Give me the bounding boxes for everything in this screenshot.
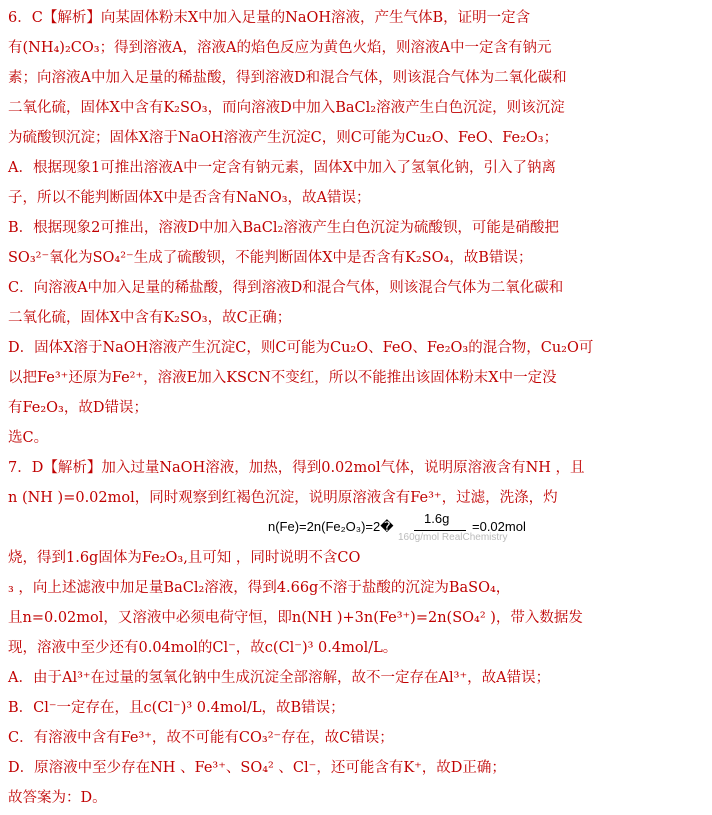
text-line: 为硫酸钡沉淀；固体X溶于NaOH溶液产生沉淀C，则C可能为Cu₂O、FeO、Fe₂O₃； — [8, 130, 559, 146]
text-line: 故答案为：D。 — [8, 790, 107, 806]
text-line: 且n=0.02mol，又溶液中必须电荷守恒，即n(NH )+3n(Fe³⁺)=2n(SO₄² )，带入数据发 — [8, 610, 583, 626]
text-line: C．向溶液A中加入足量的稀盐酸，得到溶液D和混合气体，则该混合气体为二氧化碳和 — [8, 280, 564, 296]
formula-watermark: 160g/mol RealChemistry — [398, 532, 508, 543]
text-line: 烧，得到1.6g固体为Fe₂O₃,且可知 ，同时说明不含CO — [8, 550, 361, 566]
text-line: 二氧化硫，固体X中含有K₂SO₃，而向溶液D中加入BaCl₂溶液产生白色沉淀，则该沉淀 — [8, 100, 565, 116]
text-line: 6．C【解析】向某固体粉末X中加入足量的NaOH溶液，产生气体B，证明一定含 — [8, 10, 531, 26]
formula-rhs: =0.02mol — [472, 519, 526, 534]
text-line: 有Fe₂O₃，故D错误； — [8, 400, 148, 416]
formula-numerator: 1.6g — [424, 511, 450, 526]
text-line: 二氧化硫，固体X中含有K₂SO₃，故C正确； — [8, 310, 292, 326]
text-line: SO₃²⁻氧化为SO₄²⁻生成了硫酸钡，不能判断固体X中是否含有K₂SO₄，故B错误； — [8, 250, 533, 266]
text-line: D．固体X溶于NaOH溶液产生沉淀C，则C可能为Cu₂O、FeO、Fe₂O₃的混合物，Cu₂O可 — [8, 340, 594, 356]
text-line: 有(NH₄)₂CO₃；得到溶液A，溶液A的焰色反应为黄色火焰，则溶液A中一定含有钠元 — [8, 40, 552, 56]
text-line: B．根据现象2可推出，溶液D中加入BaCl₂溶液产生白色沉淀为硫酸钡，可能是硝酸把 — [8, 220, 559, 236]
text-line: C．有溶液中含有Fe³⁺，故不可能有CO₃²⁻存在，故C错误； — [8, 730, 394, 746]
text-line: 素；向溶液A中加入足量的稀盐酸，得到溶液D和混合气体，则该混合气体为二氧化碳和 — [8, 70, 567, 86]
text-line: B．Cl⁻一定存在，且c(Cl⁻)³ 0.4mol/L，故B错误； — [8, 700, 345, 716]
text-line: 子，所以不能判断固体X中是否含有NaNO₃，故A错误； — [8, 190, 371, 206]
fraction-bar — [414, 530, 466, 531]
text-line: 现，溶液中至少还有0.04mol的Cl⁻，故c(Cl⁻)³ 0.4mol/L。 — [8, 640, 398, 656]
text-line: ₃ ，向上述滤液中加足量BaCl₂溶液，得到4.66g不溶于盐酸的沉淀为BaSO₄， — [8, 580, 511, 596]
fe-mass-formula — [268, 509, 568, 549]
solution-document — [8, 3, 702, 813]
text-line: n (NH )=0.02mol，同时观察到红褐色沉淀，说明原溶液含有Fe³⁺，过滤，洗涤，灼 — [8, 490, 558, 506]
text-line: A．由于Al³⁺在过量的氢氧化钠中生成沉淀全部溶解，故不一定存在Al³⁺，故A错误； — [8, 670, 551, 686]
text-line: 以把Fe³⁺还原为Fe²⁺，溶液E加入KSCN不变红，所以不能推出该固体粉末X中一定没 — [8, 370, 557, 386]
text-line: 选C。 — [8, 430, 49, 446]
formula-lhs: n(Fe)=2n(Fe₂O₃)=2� — [268, 519, 394, 534]
text-line: A．根据现象1可推出溶液A中一定含有钠元素，固体X中加入了氢氧化钠，引入了钠离 — [8, 160, 556, 176]
text-line: D．原溶液中至少存在NH 、Fe³⁺、SO₄² 、Cl⁻，还可能含有K⁺，故D正确； — [8, 760, 506, 776]
text-line: 7．D【解析】加入过量NaOH溶液，加热，得到0.02mol气体，说明原溶液含有NH ，且 — [8, 460, 585, 476]
